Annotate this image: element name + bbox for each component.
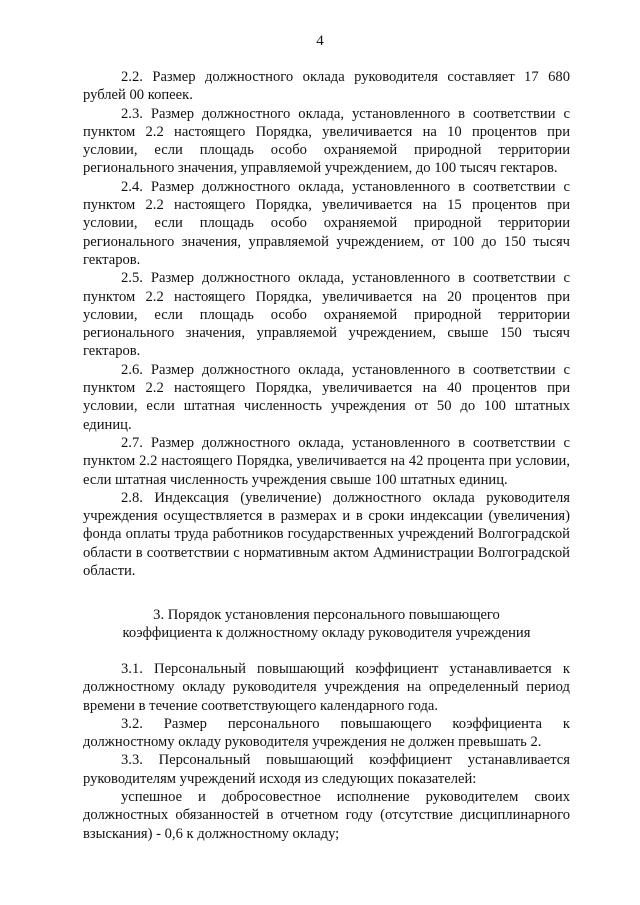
paragraph-2-8: 2.8. Индексация (увеличение) должностного оклада руководителя учреждения осуществляется в размерах и в сроки индексации (увеличения) фонда оплаты труда работников государственных учреждений Волгоградской области в соответствии с нормативным актом Администрации Волгоградской области. bbox=[83, 489, 570, 580]
paragraph-2-5: 2.5. Размер должностного оклада, установленного в соответствии с пунктом 2.2 настоящего Порядка, увеличивается на 20 процентов при условии, если площадь особо охраняемой природной территории регионального значения, управляемой учреждением, свыше 150 тысяч гектаров. bbox=[83, 270, 570, 360]
paragraph-3-1: 3.1. Персональный повышающий коэффициент устанавливается к должностному окладу руководителя учреждения на определенный период времени в течение соответствующего календарного года. bbox=[83, 661, 570, 714]
paragraph-2-2: 2.2. Размер должностного оклада руководителя составляет 17 680 рублей 00 копеек. bbox=[83, 69, 570, 104]
paragraph-3-2: 3.2. Размер персонального повышающего коэффициента к должностному окладу руководителя учреждения не должен превышать 2. bbox=[83, 715, 570, 751]
paragraph-2-4: 2.4. Размер должностного оклада, установленного в соответствии с пунктом 2.2 настоящего Порядка, увеличивается на 15 процентов при условии, если площадь особо охраняемой природной территории регионального значения, управляемой учреждением, от 100 до 150 тысяч гектаров. bbox=[83, 178, 570, 268]
page-number: 4 bbox=[316, 33, 324, 49]
paragraph-2-3: 2.3. Размер должностного оклада, установленного в соответствии с пунктом 2.2 настоящего Порядка, увеличивается на 10 процентов при условии, если площадь особо охраняемой природной территории регионального значения, управляемой учреждением, до 100 тысяч гектаров. bbox=[83, 105, 570, 177]
paragraph-2-7: 2.7. Размер должностного оклада, установленного в соответствии с пунктом 2.2 настоящего Порядка, увеличивается на 42 процента при условии, если штатная численность учреждения свыше 100 штатных единиц. bbox=[83, 434, 570, 488]
paragraph-3-3-item-1: успешное и добросовестное исполнение руководителем своих должностных обязанностей в отчетном году (отсутствие дисциплинарного взыскания) - 0,6 к должностному окладу; bbox=[83, 789, 570, 842]
section-3-heading-line-1: 3. Порядок установления персонального повышающего bbox=[153, 607, 500, 623]
paragraph-2-6: 2.6. Размер должностного оклада, установленного в соответствии с пунктом 2.2 настоящего Порядка, увеличивается на 40 процентов при условии, если штатная численность учреждения от 50 до 100 штатных единиц. bbox=[83, 361, 570, 433]
section-3-heading-line-2: коэффициента к должностному окладу руководителя учреждения bbox=[122, 625, 531, 642]
section-3-body bbox=[83, 660, 570, 843]
section-2-body bbox=[83, 68, 570, 580]
paragraph-3-3: 3.3. Персональный повышающий коэффициент устанавливается руководителям учреждений исходя из следующих показателей: bbox=[83, 752, 570, 787]
section-3-heading bbox=[83, 606, 570, 643]
